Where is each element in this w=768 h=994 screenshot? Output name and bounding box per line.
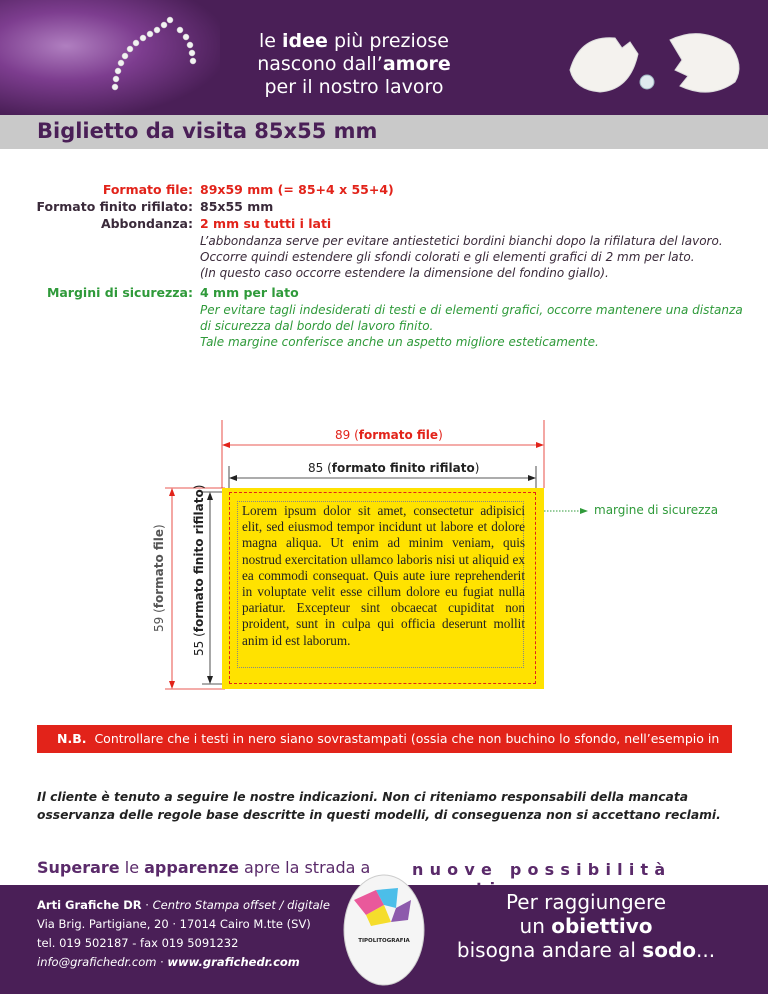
card-sample-text: Lorem ipsum dolor sit amet, consectetur adipisici elit, sed eiusmod tempor incidunt ut labore et dolore magna aliqua. Ut enim ad minim veniam, quis nostrud exercitation ullamco laboris nisi ut aliquid ex ea commodi consequat. Quis aute iure reprehenderit in voluptate velit esse cillum dolore eu fugiat nulla pariatur. Excepteur sint obcaecat cupiditat non proident, sunt in culpa qui officia deserunt mollit anim id est laborum. — [242, 503, 525, 648]
margini-note-1: Per evitare tagli indesiderati di testi e di elementi grafici, occorre mantenere una distanza — [200, 303, 743, 317]
logo-egg-label: TIPOLITOGRAFIA — [358, 938, 410, 944]
abbondanza-note-1: L’abbondanza serve per evitare antiestetici bordini bianchi dopo la rifilatura del lavoro. — [200, 234, 723, 248]
disclaimer-text: Il cliente è tenuto a seguire le nostre indicazioni. Non ci riteniamo responsabili della mancata osservanza delle regole base descritte in questi modelli, di conseguenza non si accettano reclami. — [37, 790, 721, 822]
page-title: Biglietto da visita 85x55 mm — [37, 119, 378, 143]
margin-label: margine di sicurezza — [594, 503, 719, 517]
margini-label: Margini di sicurezza: — [46, 285, 193, 300]
header-banner — [0, 0, 768, 115]
company-contacts: Arti Grafiche DR · Centro Stampa offset / digitale Via Brig. Partigiane, 20 · 17014 Cairo M.tte (SV) tel. 019 502187 - fax 019 5091232 info@grafichedr.com · www.grafichedr.com — [37, 898, 330, 969]
abbondanza-note-3: (In questo caso occorre estendere la dimensione del fondino giallo). — [200, 266, 609, 280]
logo-egg-image — [336, 860, 432, 988]
margini-note-2: di sicurezza dal bordo del lavoro finito. — [200, 319, 434, 333]
abbondanza-label: Abbondanza: — [100, 216, 193, 231]
formato-finito-label: Formato finito rifilato: — [36, 199, 193, 214]
margini-value: 4 mm per lato — [200, 285, 299, 300]
abbondanza-note-2: Occorre quindi estendere gli sfondi colorati e gli elementi grafici di 2 mm per lato. — [200, 250, 695, 264]
formato-file-value: 89x59 mm (= 85+4 x 55+4) — [200, 182, 394, 197]
height-finito-label: 55 (formato finito rifilato) — [192, 484, 206, 656]
header-tagline: le idee più preziose nascono dall’amore per il nostro lavoro — [257, 30, 451, 98]
formato-file-label: Formato file: — [102, 182, 193, 197]
width-file-label: 89 (formato file) — [335, 428, 443, 442]
margini-note-3: Tale margine conferisce anche un aspetto migliore esteticamente. — [200, 335, 599, 349]
email-link[interactable]: info@grafichedr.com — [37, 955, 157, 969]
abbondanza-value: 2 mm su tutti i lati — [200, 216, 332, 231]
website-link[interactable]: www.grafichedr.com — [167, 955, 300, 969]
footer-nuove-possibilita: nuove possibilità — [412, 860, 672, 879]
footer-slogan: Superare le apparenze apre la strada a — [37, 858, 371, 877]
nb-notice: N.B. Controllare che i testi in nero siano sovrastampati (ossia che non buchino lo sfondo, nell’esempio in giallo) — [37, 725, 732, 753]
pearl-necklace-image — [30, 10, 210, 110]
width-finito-label: 85 (formato finito rifilato) — [308, 461, 480, 475]
height-file-label: 59 (formato file) — [152, 524, 166, 632]
formato-finito-value: 85x55 mm — [200, 199, 274, 214]
broken-egg-pearl-image — [560, 20, 750, 110]
footer-claim: Per raggiungere un obiettivo bisogna andare al sodo... — [456, 890, 716, 962]
